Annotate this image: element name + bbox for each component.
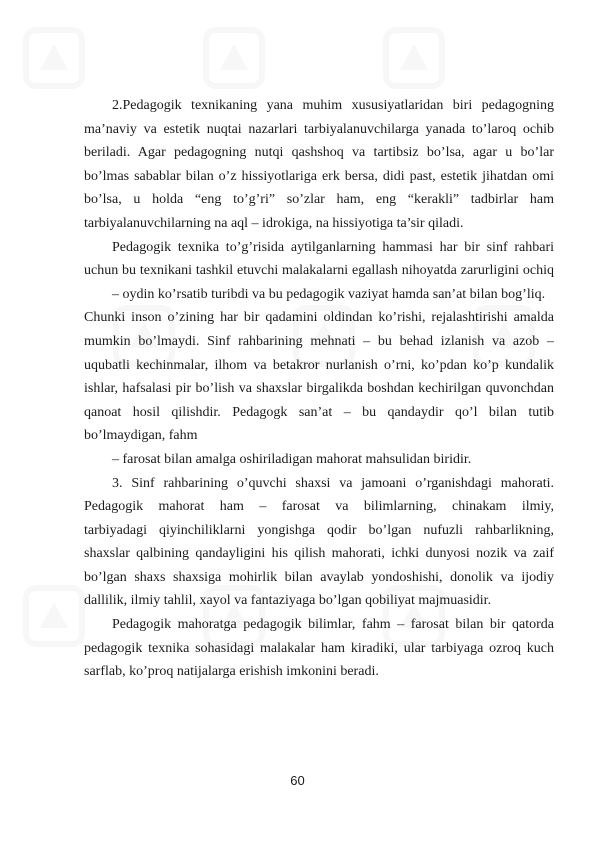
watermark-logo-icon — [198, 22, 270, 94]
text-line: Pedagogik texnika to’g’risida aytilganlarning hammasi har bir sinf rahbari — [112, 239, 554, 255]
watermark-logo-icon — [18, 22, 90, 94]
text-line: ishlar, hafsalasi pir bo’lish va shaxslar birgalikda boshdan kechirilgan quvonchdan — [84, 381, 554, 397]
watermark-logo-icon — [378, 22, 450, 94]
text-line: 2.Pedagogik texnikaning yana muhim xususiyatlaridan biri pedagogning — [112, 98, 554, 113]
text-line: tarbiyadagi qiyinchiliklarni yongishga qodir bo’lgan nufuzli rahbarlikning, — [84, 522, 554, 538]
text-line: qanoat hosil qilishdir. Pedagogk san’at – bu qandaydir qo’l bilan tutib — [84, 404, 554, 420]
text-line: mumkin bo’lmaydi. Sinf rahbarining mehnati – bu behad izlanish va azob – — [84, 333, 554, 349]
text-line: sarflab, ko’proq natijalarga erishish imkonini beradi. — [84, 664, 379, 680]
text-line: uchun bu texnikani tashkil etuvchi malakalarni egallash nihoyatda zarurligini ochiq — [84, 263, 554, 279]
watermark-logo-icon — [18, 580, 90, 652]
body-text — [84, 94, 554, 684]
text-line: shaxslar qalbining qandayligini his qilish mahorati, ichki dunyosi nozik va zaif — [84, 546, 554, 562]
text-line: Chunki inson o’zining har bir qadamini oldindan ko’rishi, rejalashtirishi amalda — [84, 310, 554, 326]
text-line: – oydin ko’rsatib turibdi va bu pedagogik vaziyat hamda san’at bilan bog’liq. — [112, 286, 546, 302]
text-line: bo’lmas sabablar bilan o’z hissiyotlariga erk bersa, didi past, estetik jihatdan omi — [84, 168, 554, 184]
text-line: Pedagogik mahoratga pedagogik bilimlar, fahm – farosat bilan bir qatorda — [112, 617, 554, 633]
text-line: uqubatli kechinmalar, ilhom va betakror nurlanish o’rni, ko’pdan ko’p kundalik — [84, 357, 554, 373]
text-line: tarbiyalanuvchilarning na aql – idrokiga, na hissiyotiga ta’sir qiladi. — [84, 215, 464, 231]
text-line: ma’naviy va estetik nuqtai nazarlari tarbiyalanuvchilarga yanada to’laroq ochib — [84, 121, 554, 137]
text-line: pedagogik texnika sohasidagi malakalar ham kiradiki, ular tarbiyaga ozroq kuch — [84, 640, 554, 656]
text-line: Pedagogik mahorat ham – farosat va bilimlarning, chinakam ilmiy, — [84, 499, 554, 515]
text-line: dallilik, ilmiy tahlil, xayol va fantaziyaga bo’lgan qobiliyat majmuasidir. — [84, 593, 492, 609]
text-line: – farosat bilan amalga oshiriladigan mahorat mahsulidan biridir. — [112, 451, 472, 467]
section-heading: 3. Sinf rahbarining o’quvchi shaxsi va jamoani o’rganishdagi mahorati. — [112, 475, 554, 491]
text-line: beriladi. Agar pedagogning nutqi qashshoq va tartibsiz bo’lsa, agar u bo’lar — [84, 145, 554, 161]
text-line: bo’lmaydigan, fahm — [84, 428, 198, 444]
page-number: 60 — [290, 773, 305, 788]
text-line: bo’lsa, u holda “eng to’g’ri” so’zlar ham, eng “kerakli” tadbirlar ham — [84, 192, 554, 208]
text-line: bo’lgan shaxs shaxsiga mohirlik bilan avaylab yondoshishi, donolik va ijodiy — [84, 569, 554, 585]
